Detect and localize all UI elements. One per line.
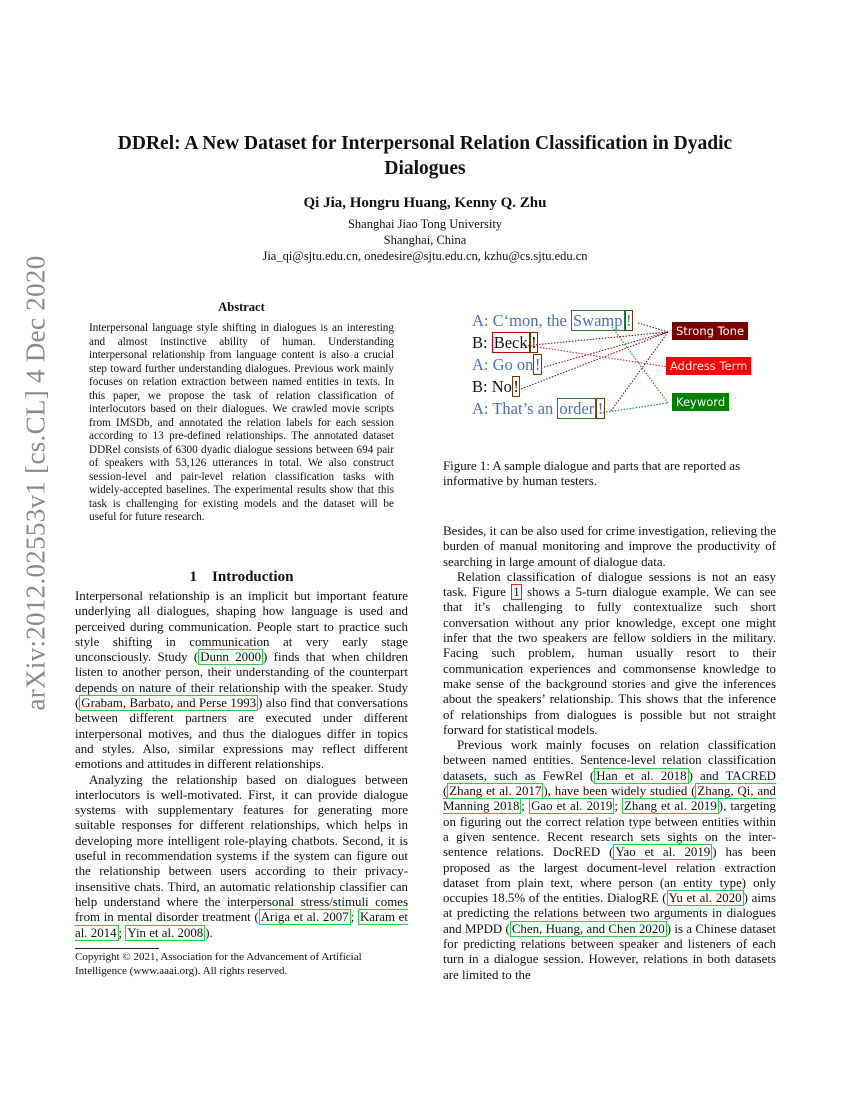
figure-1 <box>460 305 770 430</box>
affiliation-block <box>90 216 760 264</box>
connector-line <box>638 323 668 332</box>
connector-line <box>525 345 668 367</box>
dialogue-line-2: B: Beck ! <box>472 333 537 352</box>
strong-tone-mark: ! <box>534 355 541 374</box>
keyword-order: order <box>559 399 595 418</box>
connector-line <box>521 332 668 389</box>
title-line-1: DDRel: A New Dataset for Interpersonal Relation Classification in Dyadic <box>117 133 733 154</box>
connector-line <box>612 327 668 403</box>
dialogue-line-1: A: C‘mon, the Swamp ! <box>472 311 632 330</box>
citation-link[interactable]: Yin et al. 2008 <box>127 925 204 940</box>
abstract-text: Interpersonal language style shifting in dialogues is an interesting and almost instinctive ability of human. Understanding interpersonal relationship from language content is also a crucial step toward further understanding dialogues. Previous work mainly focuses on relation extraction between named entities in texts. In this paper, we propose the task of relation classification of interlocutors based on their dialogues. We crawled movie scripts from IMSDb, and annotated the relation labels for each session according to 13 pre-defined relationships. The annotated dataset DDRel consists of 6300 dyadic dialogue sessions between 694 pair of speakers with 53,126 utterances in total. We also construct session-level and pair-level relation classification tasks with widely-accepted baselines. The experimental results show that this task is challenging for existing models and the dataset will be useful for future research. <box>89 322 394 523</box>
copyright-notice: Copyright © 2021, Association for the Advancement of Artificial Intelligence (www.aaai.org). All rights reserved. <box>75 951 362 977</box>
intro-paragraph-1: Interpersonal relationship is an implicit but important feature underlying all dialogues, shaping how language is used and perceived during communication. People start to practice such style shifting in communication at very early stage unconsciously. Study ( Dunn 2000 ) finds that when children listen to another person, their understanding of the counterpart depends on nature of their relationship with the speaker. Study ( Grabam, Barbato, and Perse 1993 ) also find that conversations between different partners are executed under different interpersonal motives, and thus the dialogues differ in topics and styles. Also, similar expressions may reflect different emotions and attitudes in different relationships. <box>75 589 408 772</box>
abstract-heading: Abstract <box>218 300 265 314</box>
strong-tone-mark: ! <box>513 377 519 396</box>
strong-tone-mark: ! <box>626 311 632 330</box>
dialogue-line-4: B: No! <box>472 377 519 396</box>
connector-line <box>611 332 668 411</box>
dialogue-line-5: A: That’s an order ! <box>472 399 604 418</box>
arxiv-id: arXiv:2012.02553v1 [cs.CL] 4 Dec 2020 <box>20 255 50 711</box>
citation-link[interactable]: Zhang et al. 2019 <box>624 799 717 814</box>
tag-address-term: Address Term <box>666 357 751 375</box>
dialogue-line-3: A: Go on! <box>472 355 541 374</box>
section-number: 1 <box>189 569 198 585</box>
connector-line <box>600 403 668 413</box>
strong-tone-mark: ! <box>597 399 604 418</box>
address-term-beck: Beck <box>493 333 528 352</box>
connector-line <box>544 332 668 367</box>
citation-link[interactable]: Grabam, Barbato, and Perse 1993 <box>81 696 257 711</box>
paper-title <box>90 131 760 181</box>
connector-line <box>533 332 668 345</box>
strong-tone-mark: ! <box>531 333 537 352</box>
tag-strong-tone: Strong Tone <box>672 322 748 340</box>
authors: Qi Jia, Hongru Huang, Kenny Q. Zhu <box>303 195 547 211</box>
keyword-swamp: Swamp <box>573 311 623 330</box>
citation-link[interactable]: Karam et al. 2014 <box>75 910 408 940</box>
citation-link[interactable]: Yu et al. 2020 <box>668 891 742 906</box>
figure-caption: Figure 1: A sample dialogue and parts that are reported as informative by human testers. <box>443 459 741 489</box>
intro-column <box>75 589 408 941</box>
intro-paragraph-2: Analyzing the relationship based on dialogues between interlocutors is well-motivated. First, it can provide dialogue systems with supplementary features for generating more suitable responses for different relationships, which helps in developing more intelligent role-playing chatbots. Second, it is useful in recommendation systems if the system can figure out the relationship between users according to their privacy-insensitive chats. Third, an automatic relationship classifier can help understand where the interpersonal stress/stimuli comes from in mental disorder treatment ( Ariga et al. 2007 ; Karam et al. 2014 ; Yin et al. 2008 ). <box>75 772 408 940</box>
right-paragraph-1: Besides, it can be also used for crime investigation, relieving the burden of manual monitoring and improve the productivity of searching in large amount of dialogue data. <box>443 524 776 569</box>
section-heading-introduction <box>75 569 408 586</box>
citation-link[interactable]: Zhang, Qi, and Manning 2018 <box>443 784 776 814</box>
right-paragraph-3: Previous work mainly focuses on relation classification between named entities. Sentence-level relation classification datasets, such as FewRel ( Han et al. 2018 ) and TACRED ( Zhang et al. 2017 ), have been widely studied ( Zhang, Qi, and Manning 2018 ; Gao et al. 2019 ; Zhang et al. 2019 ), targeting on figuring out the correct relation type between entities within a given sentence. Recent research sets sights on the inter-sentence relations. DocRED ( Yao et al. 2019 ) has been proposed as the largest document-level relation extraction dataset from plain text, where person (an entity type) only occupies 18.5% of the entities. DialogRE ( Yu et al. 2020 ) aims at predicting the relations between two arguments in dialogues and MPDD ( Chen, Huang, and Chen 2020 ) is a Chinese dataset for predicting relations between speaker and listeners of each turn in a dialogue session. However, relations in both datasets are limited to the <box>443 738 777 982</box>
citation-link[interactable]: Ariga et al. 2007 <box>260 910 349 925</box>
citation-link[interactable]: Zhang et al. 2017 <box>449 784 542 799</box>
emails: Jia_qi@sjtu.edu.cn, onedesire@sjtu.edu.cn, kzhu@cs.sjtu.edu.cn <box>262 249 588 263</box>
affiliation: Shanghai Jiao Tong University <box>347 217 503 231</box>
figure-ref-link[interactable]: 1 <box>513 585 520 600</box>
citation-link[interactable]: Gao et al. 2019 <box>531 799 613 814</box>
section-title: Introduction <box>212 569 294 585</box>
right-paragraph-2: Relation classification of dialogue sessions is not an easy task. Figure 1 shows a 5-turn dialogue example. We can see that it’s challenging to fully contextualize such short conversation without any prior knowledge, except one might infer that the two speakers are fellow soldiers in the military. Facing such problem, human usually resort to their communication experiences and commonsense knowledge to make sense of the background stories and give the inferences about the speakers’ relationship. This shows that the inference of relationships from dialogues is possible but not straight forward for statistical models. <box>443 569 777 737</box>
right-column <box>443 524 776 983</box>
citation-link[interactable]: Han et al. 2018 <box>596 768 687 783</box>
arxiv-stamp <box>18 255 53 711</box>
title-line-2: Dialogues <box>384 158 466 179</box>
tag-keyword: Keyword <box>672 393 729 411</box>
citation-link[interactable]: Chen, Huang, and Chen 2020 <box>511 921 665 936</box>
location: Shanghai, China <box>383 233 467 247</box>
citation-link[interactable]: Dunn 2000 <box>200 650 262 665</box>
footnote-rule <box>75 948 159 949</box>
citation-link[interactable]: Yao et al. 2019 <box>615 845 711 860</box>
